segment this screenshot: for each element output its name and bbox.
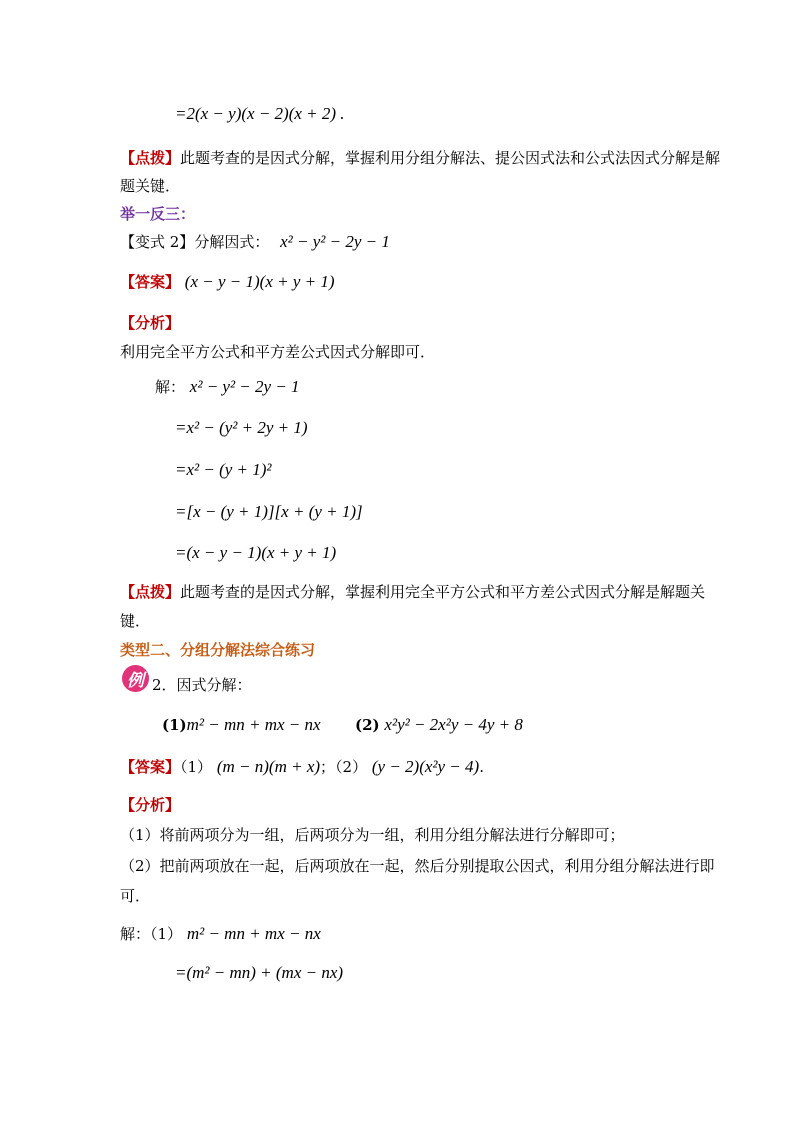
tip-continued: 题关键．: [120, 177, 181, 195]
tip-tag-2: 【点拨】: [120, 583, 181, 601]
section-title: 举一反三：: [120, 205, 196, 223]
solution-math-2: m² − mn + mx − nx: [186, 924, 321, 943]
example-badge: 例: [122, 665, 149, 692]
answer-part-2-math: (y − 2)(x²y − 4): [371, 757, 480, 776]
answer-separator: ；（2）: [320, 758, 368, 776]
answer-line: [120, 272, 335, 292]
tip-tag: 【点拨】: [120, 149, 181, 167]
answer-tag: 【答案】: [120, 273, 181, 291]
answer-tag-2: 【答案】: [120, 758, 181, 776]
example-prompt: 2．因式分解：: [152, 676, 252, 694]
variant-text: 分解因式：: [194, 233, 270, 251]
analysis-tag-2: 【分析】: [120, 796, 181, 814]
analysis-text: 利用完全平方公式和平方差公式因式分解即可．: [120, 343, 436, 361]
analysis-tag: 【分析】: [120, 314, 181, 332]
solution-step-1: =x² − (y² + 2y + 1): [175, 418, 308, 437]
variant-math: x² − y² − 2y − 1: [280, 232, 390, 251]
part-1-number: (1): [162, 716, 187, 734]
answer-math: (x − y − 1)(x + y + 1): [184, 272, 335, 291]
tip-continued-2: 键．: [120, 612, 151, 630]
variant-line: [120, 232, 390, 252]
answer-part-1-label: （1）: [180, 758, 213, 776]
analysis-point-1: （1）将前两项分为一组，后两项分为一组，利用分组分解法进行分解即可；: [120, 826, 625, 844]
solution-step-2: =x² − (y + 1)²: [175, 460, 272, 479]
tip-text-2: 此题考查的是因式分解，掌握利用完全平方公式和平方差公式因式分解是解题关: [180, 583, 706, 601]
example-part-1: [162, 715, 321, 735]
analysis-point-2-continued: 可．: [120, 887, 151, 905]
answer-line-2: [120, 757, 484, 777]
solution-step-4: =(x − y − 1)(x + y + 1): [175, 543, 337, 562]
tip-text: 此题考查的是因式分解，掌握利用分组分解法、提公因式法和公式法因式分解是解: [180, 149, 721, 167]
solution-prefix-2: 解：（1）: [120, 925, 183, 943]
part-1-math: m² − mn + mx − nx: [186, 715, 321, 734]
part-2-number: (2): [355, 716, 380, 734]
answer-end: .: [479, 758, 484, 776]
solution-line: [155, 377, 300, 397]
analysis-point-2: （2）把前两项放在一起，后两项放在一起，然后分别提取公因式，利用分组分解法进行即: [120, 857, 715, 875]
part-2-math: x²y² − 2x²y − 4y + 8: [384, 715, 523, 734]
solution-math: x² − y² − 2y − 1: [189, 377, 300, 396]
equation-line: =2(x − y)(x − 2)(x + 2) .: [175, 104, 345, 123]
solution-prefix: 解：: [155, 378, 186, 396]
variant-tag: 【变式 2】: [120, 233, 195, 251]
answer-part-1-math: (m − n)(m + x): [216, 757, 321, 776]
example-part-2: [355, 715, 523, 735]
solution-step-3: =[x − (y + 1)][x + (y + 1)]: [175, 502, 363, 521]
tip-line-2: [120, 582, 705, 602]
solution-line-2: [120, 924, 321, 944]
tip-line: [120, 148, 720, 168]
type-heading: 类型二、分组分解法综合练习: [120, 641, 316, 659]
solution-2-step-1: =(m² − mn) + (mx − nx): [175, 963, 344, 982]
